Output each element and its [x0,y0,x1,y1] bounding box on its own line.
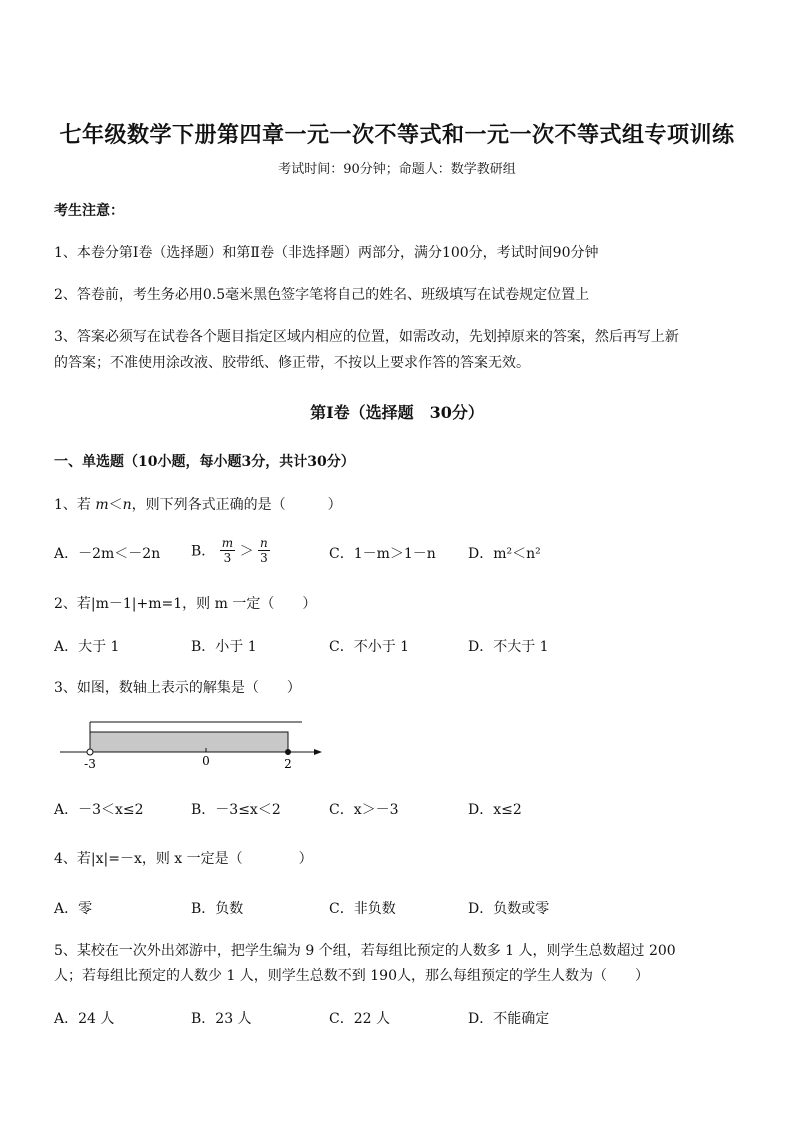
q4-option-c[interactable]: C．非负数 [329,901,396,917]
axis-arrow [314,749,322,755]
q3-option-a[interactable]: A．－3＜x≤2 [54,802,144,818]
solution-interval [90,732,288,752]
q2-option-b[interactable]: B．小于 1 [191,639,257,655]
q1-b-op: ＞ [239,543,254,560]
question-5-stem-line-1: 5、某校在一次外出郊游中，把学生编为 9 个组，若每组比预定的人数多 1 人，则学生总数超过 200 [54,943,676,959]
q1-suffix: ，则下列各式正确的是（ ） [131,497,342,513]
q1-option-c[interactable]: C．1－m＞1－n [329,546,436,562]
q4-option-b[interactable]: B．负数 [191,901,244,917]
question-4-stem: 4、若|x|=－x，则 x 一定是（ ） [54,851,313,867]
tick-label-0: 0 [202,754,210,768]
q1-b-fraction-right: $\frac{n}{3}$ [260,536,268,565]
part-heading: 一、单选题（10小题，每小题3分，共计30分） [54,454,355,470]
exam-info: 考试时间：90分钟；命题人：数学教研组 [278,162,516,177]
q1-var-m: m [95,497,109,513]
q3-option-c[interactable]: C．x＞－3 [329,802,399,818]
q5-option-d[interactable]: D．不能确定 [468,1011,550,1027]
q1-b-fraction-left: $\frac{m}{3}$ [221,536,234,565]
q4-option-a[interactable]: A．零 [54,901,93,917]
q3-option-d[interactable]: D．x≤2 [468,802,522,818]
q1-op: ＜ [108,497,123,513]
tick-label-neg3: -3 [84,757,96,771]
notice-item-2: 2、答卷前，考生务必用0.5毫米黑色签字笔将自己的姓名、班级填写在试卷规定位置上 [54,287,590,303]
q1-b-label: B． [191,543,216,560]
question-5-stem-line-2: 人；若每组比预定的人数少 1 人，则学生总数不到 190人，那么每组预定的学生人数为（ ） [54,968,649,984]
question-3-stem: 3、如图，数轴上表示的解集是（ ） [54,680,301,696]
q1-option-a[interactable]: A．－2m＜－2n [54,546,161,562]
notice-item-3-line-1: 3、答案必须写在试卷各个题目指定区域内相应的位置，如需改动，先划掉原来的答案，然后再写上新 [54,329,679,345]
page-title: 七年级数学下册第四章一元一次不等式和一元一次不等式组专项训练 [59,122,735,148]
q5-option-a[interactable]: A．24 人 [54,1011,115,1027]
q4-option-d[interactable]: D．负数或零 [468,901,550,917]
question-1-stem [54,494,342,514]
notice-item-1: 1、本卷分第Ⅰ卷（选择题）和第Ⅱ卷（非选择题）两部分，满分100分，考试时间90分钟 [54,245,599,261]
open-endpoint-circle [87,749,93,755]
q3-option-b[interactable]: B．－3≤x＜2 [191,802,281,818]
q1-option-d[interactable]: D．m²＜n² [468,546,541,562]
tick-label-2: 2 [284,757,292,771]
section-title: 第Ⅰ卷（选择题 30分） [310,403,484,422]
question-2-stem: 2、若|m－1|+m=1，则 m 一定（ ） [54,596,317,612]
q2-option-c[interactable]: C．不小于 1 [329,639,410,655]
q5-option-c[interactable]: C．22 人 [329,1011,390,1027]
q2-option-a[interactable]: A．大于 1 [54,639,120,655]
q1-prefix: 1、若 [54,497,96,513]
q1-option-b[interactable] [191,536,270,565]
number-line-figure [56,716,336,774]
q2-option-d[interactable]: D．不大于 1 [468,639,549,655]
q5-option-b[interactable]: B．23 人 [191,1011,252,1027]
q1-var-n: n [122,497,132,513]
closed-endpoint-dot [285,749,291,755]
notice-item-3-line-2: 的答案；不准使用涂改液、胶带纸、修正带，不按以上要求作答的答案无效。 [54,355,530,371]
notice-heading: 考生注意： [54,203,124,219]
